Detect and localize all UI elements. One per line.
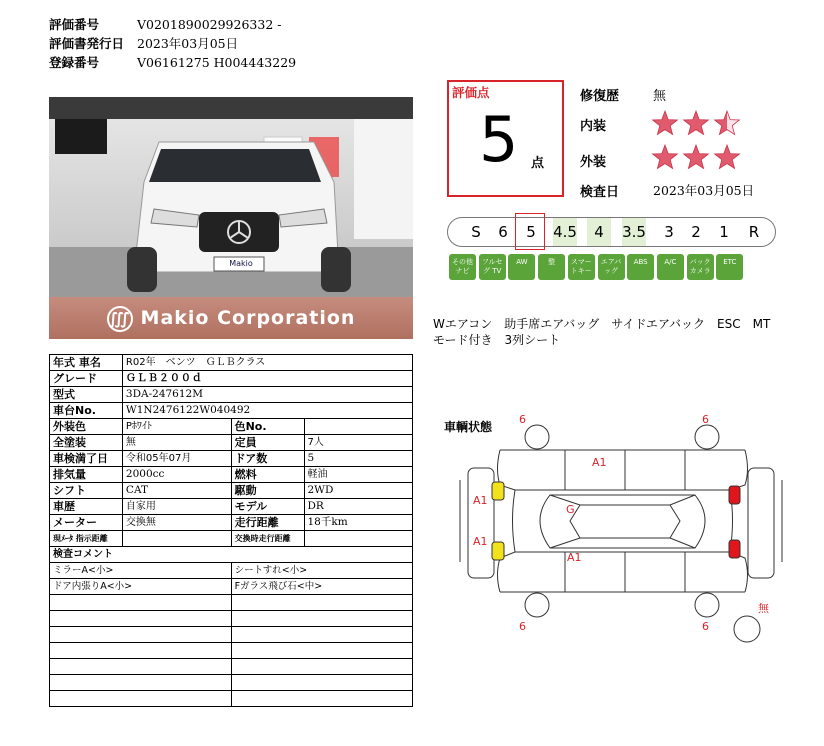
inspection-date: 2023年03月05日 xyxy=(653,183,755,198)
comment-right: シートすれ<小> xyxy=(231,563,412,579)
spare-tire xyxy=(734,616,760,642)
keyless-icon: スマートキー xyxy=(568,254,595,280)
score-value: 5 xyxy=(479,103,519,176)
inspection-label: 検査日 xyxy=(580,185,620,200)
repaint-label: 全塗装 xyxy=(50,435,123,451)
grade-scale-item: 4 xyxy=(587,218,611,246)
etc-icon: ETC xyxy=(716,254,743,280)
issue-date: 2023年03月05日 xyxy=(137,36,239,51)
car-diagram xyxy=(440,410,800,650)
interior-label: 内装 xyxy=(580,119,607,134)
grade-scale-marker xyxy=(515,213,545,250)
table-row xyxy=(50,483,413,499)
comment-left: ドア内張りA<小> xyxy=(50,579,232,595)
grade-scale-item: 5 xyxy=(526,223,536,241)
front-lamp-right xyxy=(492,542,504,560)
color-value: Pﾎﾜｲﾄ xyxy=(122,419,231,435)
star-icon xyxy=(684,145,709,169)
year-name-label: 年式 車名 xyxy=(50,355,123,371)
eval-number-row xyxy=(49,16,281,34)
star-icon xyxy=(715,145,740,169)
license-plate: Makio xyxy=(229,259,253,268)
comment-row xyxy=(50,675,413,691)
comment-right xyxy=(231,675,412,691)
color-no-label: 色No. xyxy=(231,419,304,435)
photo-banner xyxy=(49,302,413,334)
comment-row xyxy=(50,611,413,627)
repair-value: 無 xyxy=(653,89,667,104)
grade-value: ＧＬＢ２００ｄ xyxy=(122,371,412,387)
star-icon xyxy=(715,111,740,135)
comment-right xyxy=(231,595,412,611)
camera-icon: バック カメラ xyxy=(687,254,714,280)
table-row xyxy=(50,419,413,435)
wheel-rear-left xyxy=(525,593,549,617)
mark-wheel-rl: 6 xyxy=(519,620,526,633)
registration-row xyxy=(49,54,296,72)
seibi-icon: 整 xyxy=(538,254,565,280)
airbag-icon: エアバッグ xyxy=(598,254,625,280)
comment-left xyxy=(50,627,232,643)
drive-value: 2WD xyxy=(304,483,413,499)
comment-row xyxy=(50,563,413,579)
vehicle-info-table xyxy=(49,354,413,707)
wheel-front-left xyxy=(525,425,549,449)
comment-row xyxy=(50,691,413,707)
abs-icon: ABS xyxy=(627,254,654,280)
grade-scale-item: 3 xyxy=(664,223,674,241)
chassis-value: W1N2476122W040492 xyxy=(122,403,412,419)
table-row xyxy=(50,499,413,515)
mark-front-left: A1 xyxy=(473,494,488,507)
grade-label: グレード xyxy=(50,371,123,387)
history-value: 自家用 xyxy=(122,499,231,515)
grade-scale-item: 4.5 xyxy=(553,218,577,246)
grade-scale-item: 6 xyxy=(498,223,508,241)
score-label: 評価点 xyxy=(452,85,490,100)
comment-row xyxy=(50,643,413,659)
grade-scale-item: S xyxy=(471,223,481,241)
issue-date-row xyxy=(49,35,238,53)
drive-label: 駆動 xyxy=(231,483,304,499)
exchange-dist-label: 交換時走行距離 xyxy=(231,531,304,547)
exterior-stars xyxy=(650,142,745,172)
interior-stars xyxy=(650,108,745,138)
eval-number: V0201890029926332 - xyxy=(137,17,282,32)
exterior-stars-svg xyxy=(650,142,745,172)
comment-row xyxy=(50,659,413,675)
navi-icon: その他 ナビ xyxy=(449,254,476,280)
mark-wheel-fr: 6 xyxy=(702,413,709,426)
table-row xyxy=(50,451,413,467)
shaken-value: 令和05年07月 xyxy=(122,451,231,467)
doors-label: ドア数 xyxy=(231,451,304,467)
mark-wheel-rr: 6 xyxy=(702,620,709,633)
model-value: 3DA-247612M xyxy=(122,387,412,403)
table-row xyxy=(50,435,413,451)
issue-date-label: 評価書発行日 xyxy=(49,36,125,51)
shaken-label: 車検満了日 xyxy=(50,451,123,467)
mark-door-bottom: A1 xyxy=(567,551,582,564)
meter-label: メーター xyxy=(50,515,123,531)
color-label: 外装色 xyxy=(50,419,123,435)
rear-lamp-right xyxy=(729,540,740,558)
comment-left: ミラーA<小> xyxy=(50,563,232,579)
grade-scale-item: 1 xyxy=(719,223,729,241)
comment-row xyxy=(50,579,413,595)
capacity-label: 定員 xyxy=(231,435,304,451)
makio-logo-icon: ∭ xyxy=(107,306,133,332)
photo-banner-text: Makio Corporation xyxy=(140,307,356,329)
comment-row xyxy=(50,595,413,611)
meter-dist-value xyxy=(122,531,231,547)
table-row xyxy=(50,387,413,403)
comment-right xyxy=(231,659,412,675)
wheel-front-right xyxy=(695,425,719,449)
registration-number: V06161275 H004443229 xyxy=(137,55,297,70)
fuel-value: 軽油 xyxy=(304,467,413,483)
fuel-label: 燃料 xyxy=(231,467,304,483)
score-unit: 点 xyxy=(531,156,545,171)
ac-icon: A/C xyxy=(657,254,684,280)
front-lamp-left xyxy=(492,482,504,500)
comment-left xyxy=(50,659,232,675)
table-row xyxy=(50,467,413,483)
year-name: R02年 ベンツ ＧＬＢクラス xyxy=(122,355,412,371)
repair-label: 修復歴 xyxy=(580,89,620,104)
mileage-value: 18千km xyxy=(304,515,413,531)
exchange-dist-value xyxy=(304,531,413,547)
comment-label: 検査コメント xyxy=(50,547,413,563)
color-no-value xyxy=(304,419,413,435)
registration-label: 登録番号 xyxy=(49,55,100,70)
eval-number-label: 評価番号 xyxy=(49,17,100,32)
comment-left xyxy=(50,675,232,691)
score-box xyxy=(447,80,564,197)
table-row xyxy=(50,403,413,419)
grade-scale-item: 3.5 xyxy=(622,218,646,246)
meter-dist-label: 現ﾒｰﾀ 指示距離 xyxy=(50,531,123,547)
comment-right: Fガラス飛び石<中> xyxy=(231,579,412,595)
grade-scale-item: R xyxy=(748,223,760,241)
model-type-value: DR xyxy=(304,499,413,515)
comment-right xyxy=(231,643,412,659)
comment-left xyxy=(50,595,232,611)
grade-scale-item: 2 xyxy=(691,223,701,241)
star-icon xyxy=(653,145,678,169)
mileage-label: 走行距離 xyxy=(231,515,304,531)
doors-value: 5 xyxy=(304,451,413,467)
mark-wheel-fl: 6 xyxy=(519,413,526,426)
displacement-value: 2000cc xyxy=(122,467,231,483)
comment-left xyxy=(50,611,232,627)
displacement-label: 排気量 xyxy=(50,467,123,483)
wheel-rear-right xyxy=(695,593,719,617)
repaint-value: 無 xyxy=(122,435,231,451)
table-row xyxy=(50,531,413,547)
history-label: 車歴 xyxy=(50,499,123,515)
model-label: 型式 xyxy=(50,387,123,403)
shift-label: シフト xyxy=(50,483,123,499)
rear-lamp-left xyxy=(729,486,740,504)
comment-row xyxy=(50,627,413,643)
exterior-label: 外装 xyxy=(580,155,607,170)
table-row xyxy=(50,371,413,387)
comment-left xyxy=(50,691,232,707)
table-row xyxy=(50,515,413,531)
comment-right xyxy=(231,611,412,627)
aw-icon: AW xyxy=(508,254,535,280)
mark-front-right: A1 xyxy=(473,535,488,548)
interior-stars-svg xyxy=(650,108,745,138)
car-diagram-title: 車輌状態 xyxy=(444,420,493,434)
vehicle-photo xyxy=(49,97,413,339)
comment-left xyxy=(50,643,232,659)
grade-scale xyxy=(447,217,776,247)
model-type-label: モデル xyxy=(231,499,304,515)
star-icon xyxy=(653,111,678,135)
options-text: Wエアコン 助手席エアバッグ サイドエアバック ESC MT モード付き 3列シート xyxy=(433,317,771,347)
capacity-value: 7人 xyxy=(304,435,413,451)
chassis-label: 車台No. xyxy=(50,403,123,419)
table-row xyxy=(50,547,413,563)
tv-icon: フルセグ TV xyxy=(479,254,506,280)
shift-value: CAT xyxy=(122,483,231,499)
mark-door-top: A1 xyxy=(592,456,607,469)
star-icon xyxy=(684,111,709,135)
comment-right xyxy=(231,691,412,707)
table-row xyxy=(50,355,413,371)
mark-spare: 無 xyxy=(758,602,769,615)
comment-right xyxy=(231,627,412,643)
meter-value: 交換無 xyxy=(122,515,231,531)
mark-windshield: G xyxy=(566,503,575,516)
